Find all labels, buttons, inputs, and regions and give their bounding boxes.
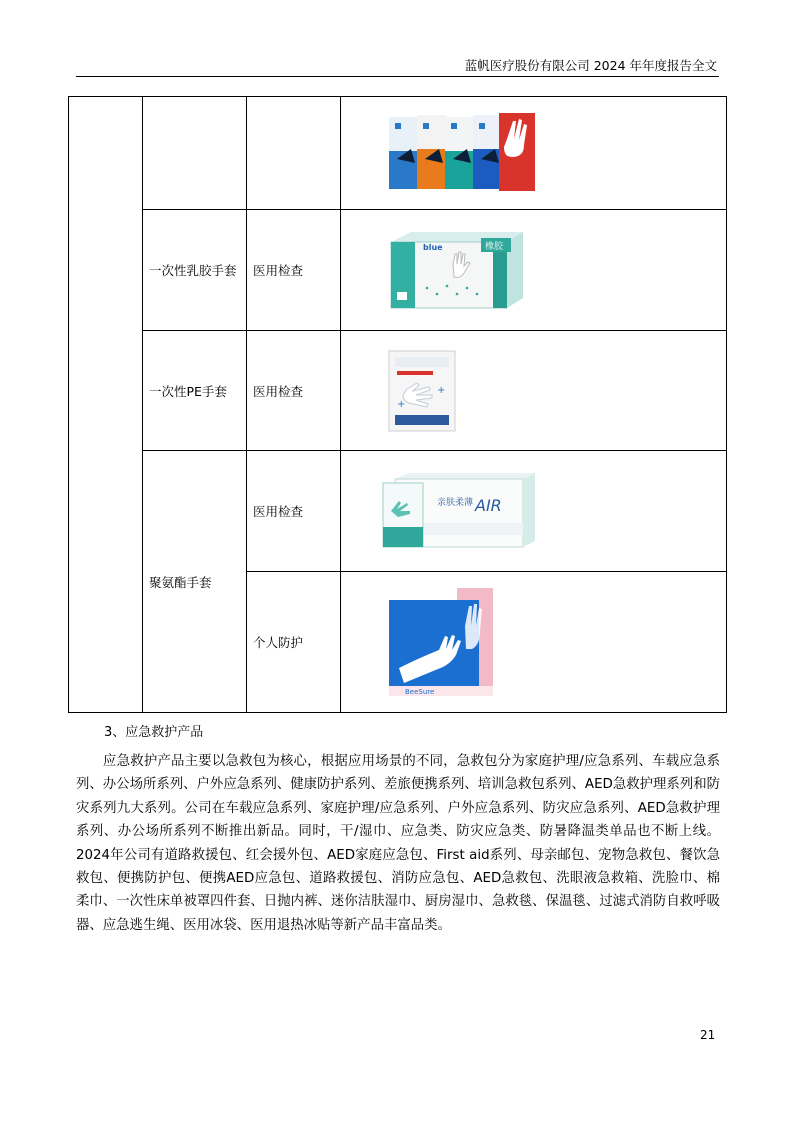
product-image-cell: [341, 210, 727, 331]
header-rule: [76, 76, 719, 77]
page-number: 21: [700, 1028, 716, 1042]
table-row: [69, 331, 727, 451]
section-title: 3、应急救护产品: [104, 725, 204, 740]
svg-text:+: +: [397, 398, 406, 410]
product-name-cell: 聚氨酯手套: [143, 451, 247, 713]
product-image-cell: [341, 451, 727, 572]
product-name-cell: 一次性乳胶手套: [143, 210, 247, 331]
product-use-cell: 医用检查: [247, 331, 341, 451]
pu-box-label: AIR: [475, 496, 502, 515]
pe-glove-pack-image: [387, 349, 457, 433]
pu-box-cn: 亲肤柔薄: [437, 498, 474, 508]
latex-glove-box-image: [387, 228, 527, 312]
hand-mask-pack-image: [385, 586, 495, 698]
category-cell: [69, 97, 143, 713]
product-use-cell: 个人防护: [247, 572, 341, 713]
product-image-cell: [341, 572, 727, 713]
product-table: [68, 96, 727, 713]
latex-box-brand: blue: [423, 243, 443, 252]
product-name-cell: 一次性PE手套: [143, 331, 247, 451]
table-row: [69, 451, 727, 572]
section-paragraph: 应急救护产品主要以急救包为核心，根据应用场景的不同，急救包分为家庭护理/应急系列、车载应急系列、办公场所系列、户外应急系列、健康防护系列、差旅便携系列、培训急救包系列、AED急救护理系列和防灾系列九大系列。公司在车载应急系列、家庭护理/应急系列、户外应急系列、防灾应急系列、AED急救护理系列、办公场所系列不断推出新品。同时，干/湿巾、应急类、防灾应急类、防暑降温类单品也不断上线。2024年公司有道路救援包、红会援外包、AED家庭应急包、First aid系列、母亲邮包、宠物急救包、餐饮急救包、便携防护包、便携AED应急包、道路救援包、消防应急包、AED急救包、洗眼液急救箱、洗脸巾、棉柔巾、一次性床单被罩四件套、日抛内裤、迷你洁肤湿巾、厨房湿巾、急救毯、保温毯、过滤式消防自救呼吸器、应急逃生绳、医用冰袋、医用退热冰贴等新产品丰富品类。: [76, 754, 720, 933]
page-header: 蓝帆医疗股份有限公司 2024 年年度报告全文: [464, 58, 717, 73]
product-image-cell: [341, 331, 727, 451]
svg-text:+: +: [437, 384, 446, 396]
table-row: [69, 97, 727, 210]
nitrile-glove-packs-image: [387, 111, 537, 195]
product-use-cell: [247, 97, 341, 210]
latex-box-label: 橡胶: [485, 242, 504, 252]
product-image-cell: [341, 97, 727, 210]
product-use-cell: 医用检查: [247, 210, 341, 331]
product-name-cell: [143, 97, 247, 210]
product-use-cell: 医用检查: [247, 451, 341, 572]
table-row: [69, 210, 727, 331]
pu-glove-box-image: [381, 471, 537, 551]
hand-mask-brand: BeeSure: [405, 688, 435, 696]
